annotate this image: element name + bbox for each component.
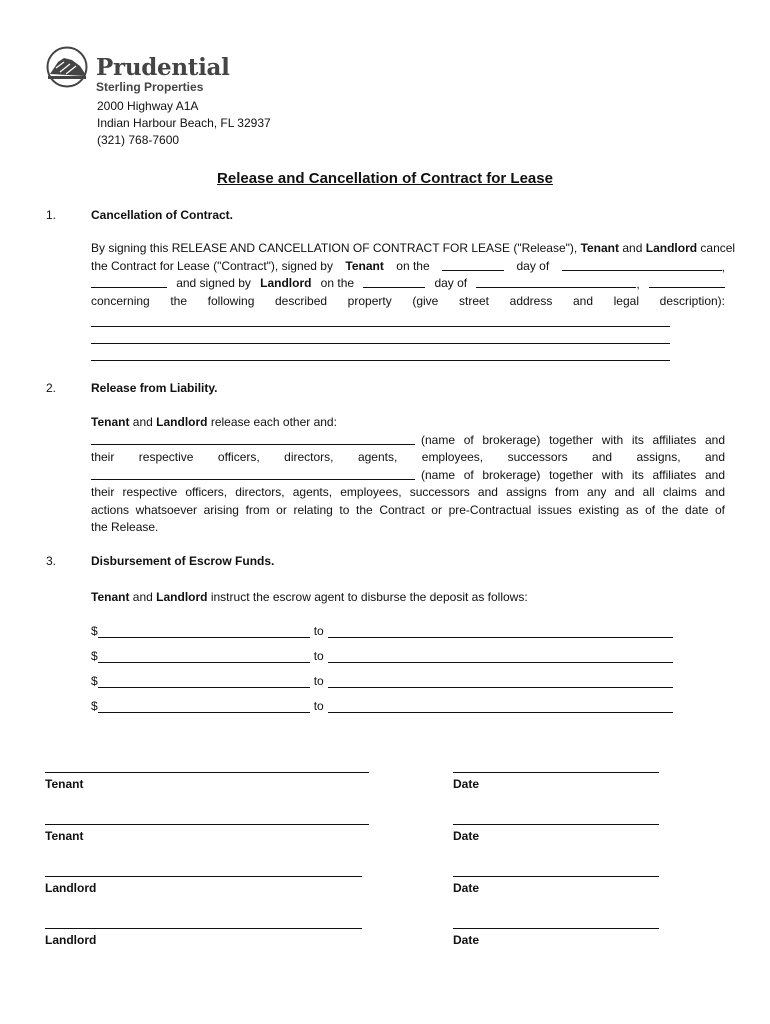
- date-line[interactable]: [453, 876, 659, 877]
- section-1-heading: Cancellation of Contract.: [91, 208, 234, 222]
- address-line-1: 2000 Highway A1A: [97, 99, 199, 113]
- landlord-signature-line[interactable]: [45, 928, 362, 929]
- day-blank[interactable]: [363, 275, 425, 288]
- date-label: Date: [453, 933, 480, 947]
- date-label: Date: [453, 777, 480, 791]
- section-3-paragraph: [91, 589, 725, 607]
- paragraph-line: concerning the following described property (give street address and legal description):: [91, 293, 725, 308]
- paragraph-line: (name of brokerage) together with its affiliates and: [91, 432, 725, 450]
- amount-blank[interactable]: [98, 677, 310, 688]
- date-label: Date: [453, 881, 480, 895]
- brokerage-name-blank[interactable]: [91, 467, 415, 480]
- paragraph-line: the Release.: [91, 520, 159, 534]
- month-blank[interactable]: [562, 258, 722, 271]
- escrow-row: $ to: [91, 624, 673, 638]
- rock-of-gibraltar-icon: [46, 46, 92, 88]
- day-blank[interactable]: [442, 258, 504, 271]
- company-name: Prudential: [96, 54, 230, 81]
- amount-blank[interactable]: [98, 702, 310, 713]
- year-blank[interactable]: [649, 275, 725, 288]
- section-2-heading: Release from Liability.: [91, 381, 218, 395]
- paragraph-line: (name of brokerage) together with its affiliates and: [91, 467, 725, 485]
- company-address: [97, 98, 271, 149]
- property-description-line[interactable]: [91, 360, 670, 361]
- date-line[interactable]: [453, 824, 659, 825]
- property-description-line[interactable]: [91, 343, 670, 344]
- company-subname: Sterling Properties: [96, 80, 204, 94]
- payee-blank[interactable]: [328, 627, 673, 638]
- section-1-number: 1.: [46, 208, 57, 222]
- tenant-label: Tenant: [45, 777, 84, 791]
- paragraph-line: Tenant and Landlord instruct the escrow agent to disburse the deposit as follows:: [91, 590, 528, 604]
- payee-blank[interactable]: [328, 652, 673, 663]
- amount-blank[interactable]: [98, 652, 310, 663]
- tenant-signature-line[interactable]: [45, 824, 369, 825]
- section-3-heading: Disbursement of Escrow Funds.: [91, 554, 275, 568]
- phone-number: (321) 768-7600: [97, 133, 180, 147]
- landlord-label: Landlord: [45, 933, 97, 947]
- landlord-label: Landlord: [45, 881, 97, 895]
- section-2-number: 2.: [46, 381, 57, 395]
- paragraph-line: actions whatsoever arising from or relating to the Contract or pre-Contractual issues existing as of the date of: [91, 502, 725, 517]
- payee-blank[interactable]: [328, 702, 673, 713]
- tenant-label: Tenant: [45, 829, 84, 843]
- paragraph-line: their respective officers, directors, agents, employees, successors and assigns, and: [91, 450, 725, 464]
- escrow-row: $ to: [91, 699, 673, 713]
- document-title: Release and Cancellation of Contract for Lease: [217, 170, 553, 187]
- property-description-line[interactable]: [91, 326, 670, 327]
- month-blank[interactable]: [476, 275, 636, 288]
- date-line[interactable]: [453, 772, 659, 773]
- paragraph-line: By signing this RELEASE AND CANCELLATION OF CONTRACT FOR LEASE ("Release"), Tenant and Landlord cancel: [91, 241, 736, 255]
- paragraph-line: their respective officers, directors, agents, employees, successors and assigns from any and all claims and: [91, 485, 725, 499]
- section-2-paragraph: [91, 414, 725, 537]
- escrow-row: $ to: [91, 674, 673, 688]
- date-line[interactable]: [453, 928, 659, 929]
- brokerage-name-blank[interactable]: [91, 432, 415, 445]
- date-label: Date: [453, 829, 480, 843]
- section-3-number: 3.: [46, 554, 57, 568]
- landlord-signature-line[interactable]: [45, 876, 362, 877]
- paragraph-line: the Contract for Lease ("Contract"), signed by Tenant on the day of ,: [91, 258, 725, 274]
- section-1-paragraph: [91, 240, 736, 310]
- tenant-signature-line[interactable]: [45, 772, 369, 773]
- payee-blank[interactable]: [328, 677, 673, 688]
- amount-blank[interactable]: [98, 627, 310, 638]
- year-blank[interactable]: [91, 275, 167, 288]
- address-line-2: Indian Harbour Beach, FL 32937: [97, 116, 271, 130]
- company-logo: [46, 46, 246, 98]
- paragraph-line: Tenant and Landlord release each other and:: [91, 415, 337, 429]
- paragraph-line: and signed by Landlord on the day of ,: [91, 275, 725, 293]
- escrow-row: $ to: [91, 649, 673, 663]
